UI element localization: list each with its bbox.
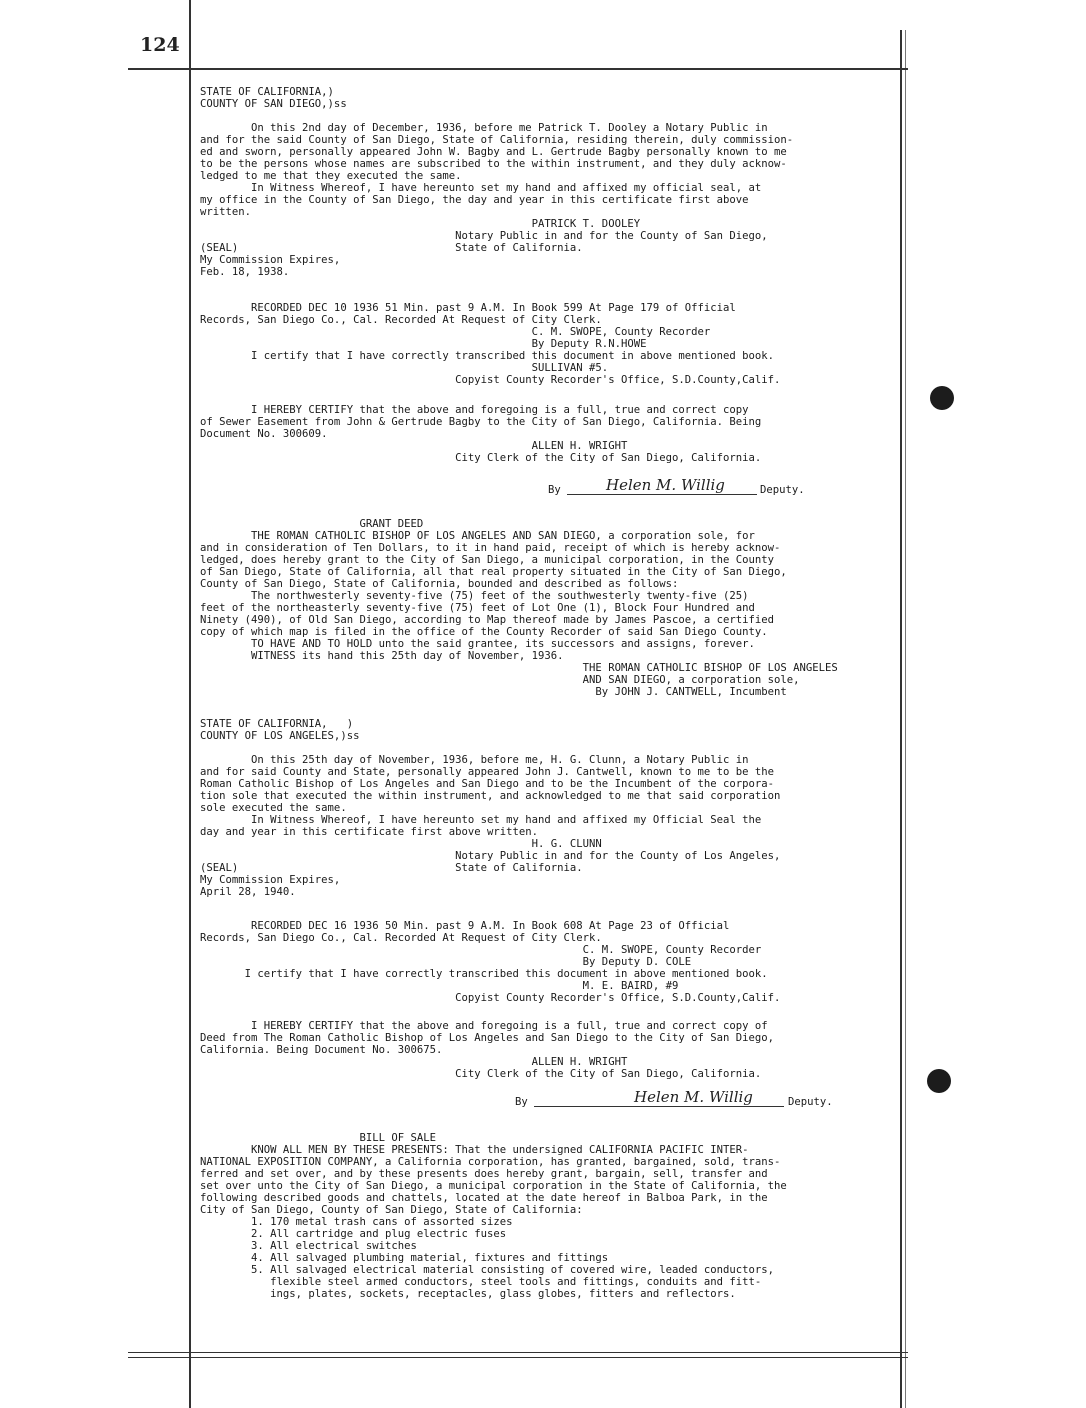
text-line: Copyist County Recorder's Office, S.D.County,Calif. (200, 992, 781, 1004)
text-line: ledged to me that they executed the same. (200, 170, 462, 182)
text-line: written. (200, 206, 252, 218)
punch-hole-lower (927, 1069, 951, 1093)
text-line: By Deputy R.N.HOWE (200, 338, 647, 350)
text-line: ferred and set over, and by these presents does hereby grant, bargain, sell, transfer and (200, 1168, 768, 1180)
right-margin-rule-inner (905, 30, 906, 1408)
footer-rule-lower (128, 1357, 908, 1358)
text-line: following described goods and chattels, located at the date hereof in Balboa Park, in the (200, 1192, 768, 1204)
text-line: BILL OF SALE (200, 1132, 436, 1144)
signature-willig-1: Helen M. Willig (606, 476, 725, 494)
recording-certificate-2 (200, 920, 900, 1004)
deputy-label-1: Deputy. (760, 484, 805, 496)
text-line: C. M. SWOPE, County Recorder (200, 944, 762, 956)
text-line: AND SAN DIEGO, a corporation sole, (200, 674, 800, 686)
right-margin-rule (900, 30, 902, 1408)
by-label-2: By (515, 1096, 528, 1108)
text-line: By JOHN J. CANTWELL, Incumbent (200, 686, 787, 698)
page-number: 124 (140, 34, 180, 56)
grant-deed (200, 518, 900, 698)
city-clerk-certification-2 (200, 1020, 900, 1080)
text-line: By Deputy D. COLE (200, 956, 692, 968)
text-line: my office in the County of San Diego, the day and year in this certificate first above (200, 194, 749, 206)
text-line: ings, plates, sockets, receptacles, glass globes, fitters and reflectors. (200, 1288, 736, 1300)
text-line: KNOW ALL MEN BY THESE PRESENTS: That the undersigned CALIFORNIA PACIFIC INTER- (200, 1144, 749, 1156)
text-line: 5. All salvaged electrical material consisting of covered wire, leaded conductors, (200, 1264, 775, 1276)
text-line: ALLEN H. WRIGHT (200, 1056, 628, 1068)
text-line: COUNTY OF LOS ANGELES,)ss (200, 730, 360, 742)
text-line: C. M. SWOPE, County Recorder (200, 326, 711, 338)
text-line: California. Being Document No. 300675. (200, 1044, 443, 1056)
footer-rule (128, 1352, 908, 1353)
text-line: THE ROMAN CATHOLIC BISHOP OF LOS ANGELES AND SAN DIEGO, a corporation sole, for (200, 530, 755, 542)
text-line: 2. All cartridge and plug electric fuses (200, 1228, 507, 1240)
text-line: City Clerk of the City of San Diego, California. (200, 1068, 762, 1080)
text-line: My Commission Expires, (200, 254, 341, 266)
bill-of-sale (200, 1132, 900, 1300)
text-line: In Witness Whereof, I have hereunto set my hand and affixed my official seal, at (200, 182, 762, 194)
text-line: April 28, 1940. (200, 886, 296, 898)
text-line: and in consideration of Ten Dollars, to it in hand paid, receipt of which is hereby acknow- (200, 542, 781, 554)
text-line: THE ROMAN CATHOLIC BISHOP OF LOS ANGELES (200, 662, 838, 674)
punch-hole-upper (930, 386, 954, 410)
notary-acknowledgment-cantwell (200, 718, 900, 898)
text-line: sole executed the same. (200, 802, 347, 814)
left-margin-rule (189, 0, 191, 1408)
text-line: Deed from The Roman Catholic Bishop of Los Angeles and San Diego to the City of San Diego, (200, 1032, 775, 1044)
text-line: to be the persons whose names are subscribed to the within instrument, and they duly acknow- (200, 158, 787, 170)
signature-line-1 (567, 494, 757, 495)
text-line: RECORDED DEC 10 1936 51 Min. past 9 A.M. In Book 599 At Page 179 of Official (200, 302, 736, 314)
text-line: SULLIVAN #5. (200, 362, 609, 374)
text-line: COUNTY OF SAN DIEGO,)ss (200, 98, 347, 110)
text-line: set over unto the City of San Diego, a municipal corporation in the State of California, the (200, 1180, 787, 1192)
text-line: ledged, does hereby grant to the City of San Diego, a municipal corporation, in the County (200, 554, 775, 566)
text-line: ed and sworn, personally appeared John W. Bagby and L. Gertrude Bagby personally known to me (200, 146, 787, 158)
text-line: GRANT DEED (200, 518, 424, 530)
text-line: 1. 170 metal trash cans of assorted sizes (200, 1216, 513, 1228)
text-line: ALLEN H. WRIGHT (200, 440, 628, 452)
text-line: PATRICK T. DOOLEY (200, 218, 641, 230)
text-line: feet of the northeasterly seventy-five (75) feet of Lot One (1), Block Four Hundred and (200, 602, 755, 614)
text-line: Records, San Diego Co., Cal. Recorded At Request of City Clerk. (200, 932, 602, 944)
text-line: of Sewer Easement from John & Gertrude Bagby to the City of San Diego, California. Being (200, 416, 762, 428)
text-line: M. E. BAIRD, #9 (200, 980, 679, 992)
text-line: 3. All electrical switches (200, 1240, 417, 1252)
text-line: copy of which map is filed in the office of the County Recorder of said San Diego County. (200, 626, 768, 638)
text-line: The northwesterly seventy-five (75) feet of the southwesterly twenty-five (25) (200, 590, 749, 602)
text-line: Ninety (490), of Old San Diego, according to Map thereof made by James Pascoe, a certified (200, 614, 775, 626)
text-line: On this 25th day of November, 1936, before me, H. G. Clunn, a Notary Public in (200, 754, 749, 766)
text-line: flexible steel armed conductors, steel tools and fittings, conduits and fitt- (200, 1276, 762, 1288)
deputy-label-2: Deputy. (788, 1096, 833, 1108)
text-line: I certify that I have correctly transcribed this document in above mentioned book. (200, 350, 775, 362)
text-line: County of San Diego, State of California, bounded and described as follows: (200, 578, 679, 590)
text-line: Roman Catholic Bishop of Los Angeles and San Diego and to be the Incumbent of the corpora- (200, 778, 775, 790)
text-line: of San Diego, State of California, all that real property situated in the City of San Diego, (200, 566, 787, 578)
text-line: City Clerk of the City of San Diego, California. (200, 452, 762, 464)
text-line: Feb. 18, 1938. (200, 266, 290, 278)
notary-acknowledgment-bagby (200, 86, 900, 278)
text-line: Document No. 300609. (200, 428, 328, 440)
text-line: Notary Public in and for the County of Los Angeles, (200, 850, 781, 862)
text-line: WITNESS its hand this 25th day of November, 1936. (200, 650, 564, 662)
text-line: day and year in this certificate first above written. (200, 826, 539, 838)
text-line: H. G. CLUNN (200, 838, 602, 850)
text-line: tion sole that executed the within instrument, and acknowledged to me that said corporation (200, 790, 781, 802)
text-line: and for the said County of San Diego, State of California, residing therein, duly commission- (200, 134, 794, 146)
text-line: STATE OF CALIFORNIA, ) (200, 718, 354, 730)
text-line: STATE OF CALIFORNIA,) (200, 86, 334, 98)
text-line: I HEREBY CERTIFY that the above and foregoing is a full, true and correct copy (200, 404, 749, 416)
text-line: Notary Public in and for the County of San Diego, (200, 230, 768, 242)
city-clerk-certification-1 (200, 404, 900, 464)
text-line: 4. All salvaged plumbing material, fixtures and fittings (200, 1252, 609, 1264)
text-line: (SEAL) State of California. (200, 242, 583, 254)
text-line: TO HAVE AND TO HOLD unto the said grantee, its successors and assigns, forever. (200, 638, 755, 650)
header-rule (128, 68, 908, 70)
signature-willig-2: Helen M. Willig (634, 1088, 753, 1106)
text-line: My Commission Expires, (200, 874, 341, 886)
recording-certificate-1 (200, 302, 900, 386)
text-line: I certify that I have correctly transcribed this document in above mentioned book. (200, 968, 768, 980)
text-line: (SEAL) State of California. (200, 862, 583, 874)
signature-line-2 (534, 1106, 784, 1107)
text-line: NATIONAL EXPOSITION COMPANY, a California corporation, has granted, bargained, sold, trans- (200, 1156, 781, 1168)
text-line: In Witness Whereof, I have hereunto set my hand and affixed my Official Seal the (200, 814, 762, 826)
text-line: RECORDED DEC 16 1936 50 Min. past 9 A.M. In Book 608 At Page 23 of Official (200, 920, 730, 932)
text-line: Copyist County Recorder's Office, S.D.County,Calif. (200, 374, 781, 386)
text-line: On this 2nd day of December, 1936, before me Patrick T. Dooley a Notary Public in (200, 122, 768, 134)
text-line: Records, San Diego Co., Cal. Recorded At Request of City Clerk. (200, 314, 602, 326)
by-label-1: By (548, 484, 561, 496)
text-line: City of San Diego, County of San Diego, State of California: (200, 1204, 583, 1216)
text-line: and for said County and State, personally appeared John J. Cantwell, known to me to be the (200, 766, 775, 778)
text-line: I HEREBY CERTIFY that the above and foregoing is a full, true and correct copy of (200, 1020, 768, 1032)
